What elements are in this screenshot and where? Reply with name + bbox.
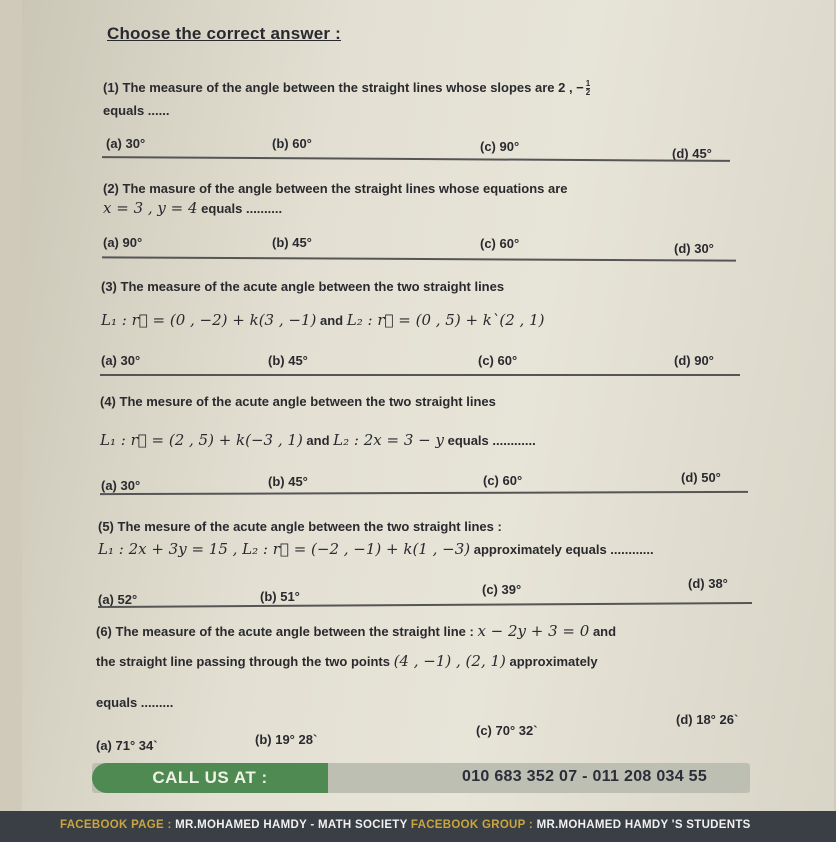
question-5-tail: approximately equals ............ xyxy=(473,542,654,557)
q1-option-c[interactable]: (c) 90° xyxy=(480,139,520,154)
question-6-points: (4 , −1) , (2, 1) xyxy=(393,652,506,670)
question-4-lines xyxy=(100,431,536,449)
question-4-tail: equals ............ xyxy=(447,433,536,448)
phone-numbers: 010 683 352 07 - 011 208 034 55 xyxy=(462,768,708,785)
question-6-approx: approximately xyxy=(509,654,598,669)
facebook-page-name: MR.MOHAMED HAMDY - MATH SOCIETY xyxy=(175,819,408,831)
and-word: and xyxy=(592,624,617,639)
q4-option-a[interactable]: (a) 30° xyxy=(101,478,141,493)
line-l2-equation: L₂ : 2x = 3 − y xyxy=(333,431,444,449)
question-1-text: (1) The measure of the angle between the straight lines whose slopes are 2 , − xyxy=(103,80,584,95)
question-6-line2 xyxy=(96,652,598,670)
footer-credits xyxy=(60,819,751,831)
question-6-line2-text: the straight line passing through the two points xyxy=(96,654,390,669)
q6-option-c[interactable]: (c) 70° 32` xyxy=(476,723,538,738)
q5-option-b[interactable]: (b) 51° xyxy=(260,589,300,604)
q6-option-b[interactable]: (b) 19° 28` xyxy=(255,732,318,747)
q4-option-b[interactable]: (b) 45° xyxy=(268,474,308,489)
fraction-denominator: 2 xyxy=(585,88,591,98)
question-2-tail: equals .......... xyxy=(201,201,283,216)
facebook-page-label: FACEBOOK PAGE : xyxy=(60,819,176,831)
question-5-equations: L₁ : 2x + 3y = 15 , L₂ : r⃗ = (−2 , −1) + k(1 , −3) xyxy=(98,540,471,558)
question-6-tail: equals ......... xyxy=(96,695,174,710)
q1-option-b[interactable]: (b) 60° xyxy=(272,136,312,151)
q3-option-d[interactable]: (d) 90° xyxy=(674,353,714,368)
line-l1-equation: L₁ : r⃗ = (0 , −2) + k(3 , −1) xyxy=(101,311,317,329)
question-4-text: (4) The mesure of the acute angle between the two straight lines xyxy=(100,394,496,409)
divider xyxy=(100,374,740,376)
q5-option-a[interactable]: (a) 52° xyxy=(98,592,138,607)
facebook-group-name: MR.MOHAMED HAMDY 'S STUDENTS xyxy=(536,819,751,831)
question-6-text: (6) The measure of the acute angle between the straight line : xyxy=(96,624,474,639)
question-2-text: (2) The masure of the angle between the straight lines whose equations are xyxy=(103,181,568,196)
q1-option-a[interactable]: (a) 30° xyxy=(106,136,146,151)
q2-option-d[interactable]: (d) 30° xyxy=(674,241,714,256)
line-l1-equation: L₁ : r⃗ = (2 , 5) + k(−3 , 1) xyxy=(100,431,303,449)
and-word: and xyxy=(320,313,344,328)
q4-option-d[interactable]: (d) 50° xyxy=(681,470,721,485)
q1-option-d[interactable]: (d) 45° xyxy=(672,146,712,161)
q6-option-d[interactable]: (d) 18° 26` xyxy=(676,712,739,727)
question-1 xyxy=(103,80,590,97)
fraction xyxy=(586,80,590,97)
question-3-lines xyxy=(101,311,544,329)
q6-option-a[interactable]: (a) 71° 34` xyxy=(96,738,158,753)
question-3-text: (3) The measure of the acute angle between the two straight lines xyxy=(101,279,505,294)
question-6-equation: x − 2y + 3 = 0 xyxy=(477,622,590,640)
q5-option-d[interactable]: (d) 38° xyxy=(688,576,728,591)
worksheet-title: Choose the correct answer : xyxy=(107,24,342,43)
q2-option-b[interactable]: (b) 45° xyxy=(272,235,312,250)
question-2-line2 xyxy=(103,199,282,217)
q2-option-a[interactable]: (a) 90° xyxy=(103,235,143,250)
q3-option-c[interactable]: (c) 60° xyxy=(478,353,518,368)
q3-option-a[interactable]: (a) 30° xyxy=(101,353,141,368)
question-5-text: (5) The mesure of the acute angle between the two straight lines : xyxy=(98,519,502,534)
q4-option-c[interactable]: (c) 60° xyxy=(483,473,523,488)
question-6-line1 xyxy=(96,622,616,640)
line-l2-equation: L₂ : r⃗ = (0 , 5) + k`(2 , 1) xyxy=(346,311,545,329)
q2-option-c[interactable]: (c) 60° xyxy=(480,236,520,251)
question-2-equation: x = 3 , y = 4 xyxy=(103,199,198,217)
and-word: and xyxy=(306,433,330,448)
fraction-numerator: 1 xyxy=(585,79,591,89)
facebook-group-label: FACEBOOK GROUP : xyxy=(407,819,537,831)
call-us-label: CALL US AT : xyxy=(92,763,328,793)
q3-option-b[interactable]: (b) 45° xyxy=(268,353,308,368)
question-5-line2 xyxy=(98,540,654,558)
question-1-tail: equals ...... xyxy=(103,103,170,118)
q5-option-c[interactable]: (c) 39° xyxy=(482,582,522,597)
